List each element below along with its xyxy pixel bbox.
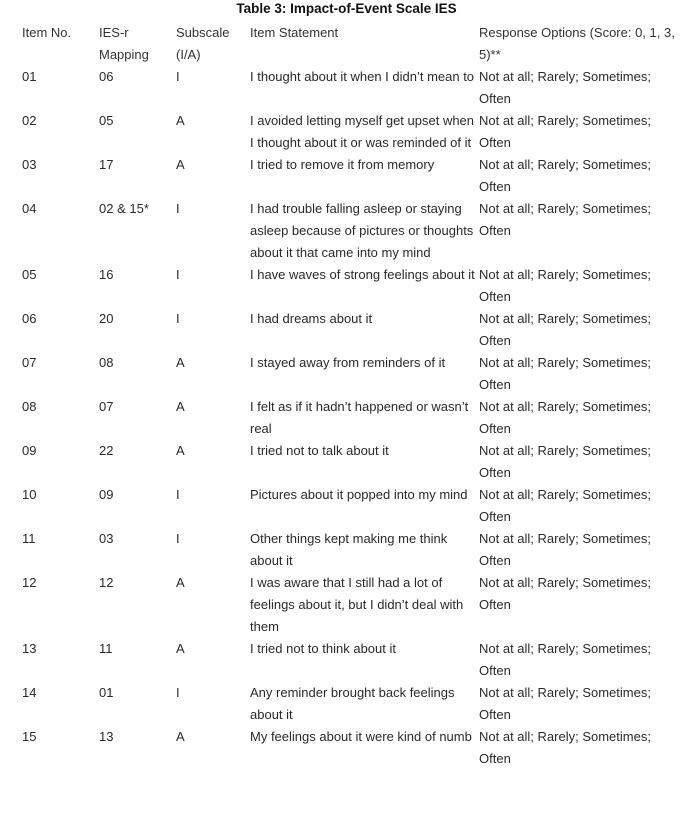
options-cell: Not at all; Rarely; Sometimes; Often: [479, 575, 651, 612]
mapping-cell: 13: [99, 729, 114, 744]
mapping-cell: 06: [99, 69, 114, 84]
statement-cell: I avoided letting myself get upset when I thought about it or was reminded of it: [250, 113, 475, 150]
subscale-cell: I: [176, 531, 180, 546]
statement-cell: Any reminder brought back feelings about it: [250, 685, 455, 722]
subscale-cell: A: [176, 399, 185, 414]
options-cell: Not at all; Rarely; Sometimes; Often: [479, 157, 651, 194]
item-no-cell: 03: [22, 157, 37, 172]
header-item-statement: Item Statement: [250, 25, 339, 40]
subscale-cell: A: [176, 355, 185, 370]
item-no-cell: 14: [22, 685, 37, 700]
options-cell: Not at all; Rarely; Sometimes; Often: [479, 355, 651, 392]
statement-cell: I felt as if it hadn’t happened or wasn’t real: [250, 399, 469, 436]
mapping-cell: 01: [99, 685, 114, 700]
mapping-cell: 09: [99, 487, 114, 502]
item-no-cell: 15: [22, 729, 37, 744]
statement-cell: Pictures about it popped into my mind: [250, 487, 468, 502]
subscale-cell: A: [176, 157, 185, 172]
item-no-cell: 13: [22, 641, 37, 656]
subscale-cell: A: [176, 443, 185, 458]
mapping-cell: 12: [99, 575, 114, 590]
options-cell: Not at all; Rarely; Sometimes; Often: [479, 487, 651, 524]
statement-cell: I thought about it when I didn’t mean to: [250, 69, 475, 84]
header-item-no: Item No.: [22, 25, 72, 40]
table-row: [22, 154, 684, 198]
options-cell: Not at all; Rarely; Sometimes; Often: [479, 641, 651, 678]
table-row: [22, 528, 684, 572]
table-row: [22, 66, 684, 110]
options-cell: Not at all; Rarely; Sometimes; Often: [479, 443, 651, 480]
options-cell: Not at all; Rarely; Sometimes; Often: [479, 399, 651, 436]
mapping-cell: 03: [99, 531, 114, 546]
options-cell: Not at all; Rarely; Sometimes; Often: [479, 69, 651, 106]
ies-table: [22, 22, 684, 770]
subscale-cell: I: [176, 685, 180, 700]
item-no-cell: 11: [22, 531, 36, 546]
statement-cell: I had dreams about it: [250, 311, 373, 326]
statement-cell: I tried not to talk about it: [250, 443, 389, 458]
statement-cell: I tried to remove it from memory: [250, 157, 435, 172]
table-row: [22, 396, 684, 440]
subscale-cell: I: [176, 267, 180, 282]
statement-cell: I tried not to think about it: [250, 641, 396, 656]
header-response-options: Response Options (Score: 0, 1, 3, 5)**: [479, 25, 675, 62]
item-no-cell: 05: [22, 267, 37, 282]
options-cell: Not at all; Rarely; Sometimes; Often: [479, 685, 651, 722]
subscale-cell: A: [176, 729, 185, 744]
table-row: [22, 352, 684, 396]
mapping-cell: 20: [99, 311, 114, 326]
statement-cell: I had trouble falling asleep or staying asleep because of pictures or thoughts about it that came into my mind: [250, 201, 474, 260]
options-cell: Not at all; Rarely; Sometimes; Often: [479, 531, 651, 568]
subscale-cell: I: [176, 311, 180, 326]
subscale-cell: A: [176, 113, 185, 128]
subscale-cell: I: [176, 69, 180, 84]
mapping-cell: 07: [99, 399, 114, 414]
table-row: [22, 572, 684, 638]
table-row: [22, 638, 684, 682]
item-no-cell: 04: [22, 201, 37, 216]
header-ies-r-mapping: IES-r Mapping: [99, 25, 149, 62]
mapping-cell: 22: [99, 443, 114, 458]
mapping-cell: 16: [99, 267, 114, 282]
statement-cell: Other things kept making me think about it: [250, 531, 448, 568]
item-no-cell: 06: [22, 311, 37, 326]
table-row: [22, 682, 684, 726]
table-row: [22, 198, 684, 264]
table-title: Table 3: Impact-of-Event Scale IES: [236, 1, 457, 16]
options-cell: Not at all; Rarely; Sometimes; Often: [479, 729, 651, 766]
options-cell: Not at all; Rarely; Sometimes; Often: [479, 113, 651, 150]
statement-cell: I stayed away from reminders of it: [250, 355, 446, 370]
table-row: [22, 110, 684, 154]
item-no-cell: 10: [22, 487, 37, 502]
item-no-cell: 07: [22, 355, 37, 370]
table-row: [22, 726, 684, 770]
item-no-cell: 12: [22, 575, 37, 590]
item-no-cell: 08: [22, 399, 37, 414]
header-subscale: Subscale (I/A): [176, 25, 230, 62]
statement-cell: I was aware that I still had a lot of feelings about it, but I didn’t deal with them: [250, 575, 464, 634]
table-row: [22, 440, 684, 484]
item-no-cell: 01: [22, 69, 37, 84]
options-cell: Not at all; Rarely; Sometimes; Often: [479, 201, 651, 238]
item-no-cell: 09: [22, 443, 37, 458]
header-row: [22, 22, 684, 66]
subscale-cell: A: [176, 641, 185, 656]
options-cell: Not at all; Rarely; Sometimes; Often: [479, 311, 651, 348]
mapping-cell: 08: [99, 355, 114, 370]
mapping-cell: 17: [99, 157, 114, 172]
mapping-cell: 02 & 15*: [99, 201, 149, 216]
table-row: [22, 308, 684, 352]
subscale-cell: A: [176, 575, 185, 590]
subscale-cell: I: [176, 487, 180, 502]
mapping-cell: 05: [99, 113, 114, 128]
item-no-cell: 02: [22, 113, 37, 128]
table-row: [22, 264, 684, 308]
statement-cell: My feelings about it were kind of numb: [250, 729, 472, 744]
mapping-cell: 11: [99, 641, 113, 656]
table-row: [22, 484, 684, 528]
options-cell: Not at all; Rarely; Sometimes; Often: [479, 267, 651, 304]
statement-cell: I have waves of strong feelings about it: [250, 267, 475, 282]
subscale-cell: I: [176, 201, 180, 216]
